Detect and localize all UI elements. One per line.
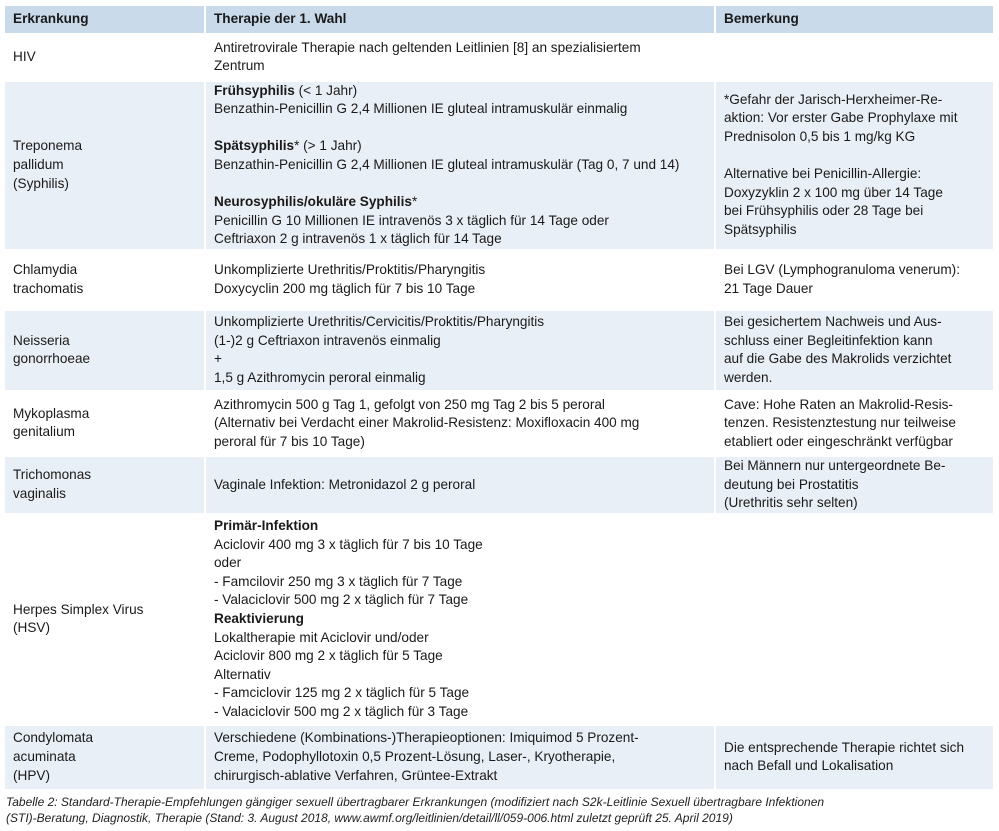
disease-line: acuminata [13,748,76,764]
therapy-line [214,57,706,76]
therapy-text: Antiretrovirale Therapie nach geltenden Leitlinien [8] an spezialisiertem [214,39,641,55]
therapy-text: - Valaciclovir 500 mg 2 x täglich für 3 Tage [214,703,469,719]
therapy-line [214,748,706,767]
remark-line: Spätsyphilis [724,222,797,238]
therapy-line [214,39,706,58]
remark-line: bei Frühsyphilis oder 28 Tage bei [724,203,924,219]
spacer [214,175,706,194]
therapy-cell [205,250,715,310]
therapy-text: Doxycyclin 200 mg täglich für 7 bis 10 Tage [214,280,476,296]
therapy-text: Zentrum [214,58,265,74]
remark-cell [715,250,993,310]
disease-line: Treponema [13,138,83,154]
remark-cell [715,310,993,391]
therapy-line [214,517,706,536]
therapy-line [214,280,706,299]
disease-line: Herpes Simplex Virus [13,601,144,617]
disease-cell [5,81,205,250]
spacer [724,147,985,166]
disease-line: (HSV) [13,620,51,636]
therapy-text: Alternativ [214,666,271,682]
remark-line: schluss einer Begleitinfektion kann [724,332,933,348]
therapy-line [214,414,706,433]
table-row [5,456,993,514]
therapy-line [214,261,706,280]
therapy-cell [205,456,715,514]
disease-line: trachomatis [13,280,84,296]
therapy-text: - Famcilovir 250 mg 3 x täglich für 7 Tage [214,573,463,589]
therapy-heading: Spätsyphilis [214,138,295,154]
therapy-text: * [411,194,418,210]
therapy-heading: Primär-Infektion [214,517,319,533]
disease-line: pallidum [13,156,64,172]
remark-line: Doxyzyklin 2 x 100 mg über 14 Tage [724,184,943,200]
therapy-text: * (> 1 Jahr) [294,138,362,154]
therapy-cell [205,391,715,456]
therapy-line [214,82,706,101]
therapy-text: + [214,351,222,367]
disease-cell [5,725,205,789]
therapy-line [214,156,706,175]
therapy-line [214,332,706,351]
therapy-text: (1-)2 g Ceftriaxon intravenös einmalig [214,332,441,348]
therapy-line [214,629,706,648]
therapy-cell [205,34,715,81]
therapy-line [214,647,706,666]
remark-line: etabliert oder eingeschränkt verfügbar [724,433,953,449]
remark-line: 21 Tage Dauer [724,280,813,296]
caption-line: (STI)-Beratung, Diagnostik, Therapie (Stand: 3. August 2018, www.awmf.org/leitlinien/detail/ll/059-006.html zuletzt geprüft 25. April 2019) [6,811,733,825]
remark-cell [715,34,993,81]
spacer [214,119,706,138]
remark-line: auf die Gabe des Makrolids verzichtet [724,351,952,367]
therapy-line [214,476,706,495]
therapy-cell [205,725,715,789]
disease-line: Chlamydia [13,262,78,278]
therapy-line [214,684,706,703]
remark-cell [715,725,993,789]
therapy-text: chirurgisch-ablative Verfahren, Grüntee-Extrakt [214,767,498,783]
remark-line: deutung bei Prostatitis [724,476,859,492]
therapy-line [214,193,706,212]
disease-line: HIV [13,48,36,64]
therapy-line [214,369,706,388]
disease-line: Condylomata [13,730,94,746]
remark-cell [715,456,993,514]
disease-cell [5,34,205,81]
therapy-line [214,313,706,332]
disease-line: (Syphilis) [13,175,69,191]
table-caption [6,794,986,826]
therapy-line [214,610,706,629]
disease-cell [5,310,205,391]
therapy-text: (Alternativ bei Verdacht einer Makrolid-Resistenz: Moxifloxacin 400 mg [214,415,640,431]
therapy-text: Benzathin-Penicillin G 2,4 Millionen IE gluteal intramuskulär einmalig [214,101,628,117]
header-therapie: Therapie der 1. Wahl [205,6,715,34]
table-row [5,310,993,391]
remark-line: nach Befall und Lokalisation [724,758,894,774]
therapy-line [214,212,706,231]
remark-line: Bei gesichertem Nachweis und Aus- [724,314,942,330]
therapy-text: Benzathin-Penicillin G 2,4 Millionen IE gluteal intramuskulär (Tag 0, 7 und 14) [214,156,680,172]
remark-line: Prednisolon 0,5 bis 1 mg/kg KG [724,129,916,145]
header-erkrankung: Erkrankung [5,6,205,34]
therapy-text: 1,5 g Azithromycin peroral einmalig [214,370,426,386]
remark-cell [715,514,993,725]
table-row [5,34,993,81]
therapy-text: Aciclovir 400 mg 3 x täglich für 7 bis 10 Tage [214,536,483,552]
therapy-cell [205,514,715,725]
remark-line: Cave: Hohe Raten an Makrolid-Resis- [724,396,953,412]
therapy-line [214,230,706,249]
therapy-cell [205,310,715,391]
therapy-text: Penicillin G 10 Millionen IE intravenös 3 x täglich für 14 Tage oder [214,212,609,228]
therapy-line [214,100,706,119]
therapy-line [214,396,706,415]
remark-cell [715,81,993,250]
disease-line: Mykoplasma [13,405,90,421]
therapy-text: - Famciclovir 125 mg 2 x täglich für 5 Tage [214,685,470,701]
therapy-text: - Valaciclovir 500 mg 2 x täglich für 7 Tage [214,592,469,608]
remark-line: Alternative bei Penicillin-Allergie: [724,166,922,182]
disease-cell [5,250,205,310]
disease-cell [5,391,205,456]
remark-line: Bei Männern nur untergeordnete Be- [724,457,946,473]
therapy-text: peroral für 7 bis 10 Tage) [214,433,365,449]
therapy-text: (< 1 Jahr) [294,82,358,98]
disease-line: (HPV) [13,767,51,783]
remark-line: tenzen. Resistenztestung nur teilweise [724,415,956,431]
therapy-text: Ceftriaxon 2 g intravenös 1 x täglich für 14 Tage [214,231,502,247]
therapy-line [214,666,706,685]
therapy-text: Azithromycin 500 g Tag 1, gefolgt von 250 mg Tag 2 bis 5 peroral [214,396,605,412]
therapy-text: oder [214,555,242,571]
therapy-text: Lokaltherapie mit Aciclovir und/oder [214,629,429,645]
disease-line: gonorrhoeae [13,351,91,367]
table-row [5,81,993,250]
therapy-line [214,554,706,573]
therapy-text: Unkomplizierte Urethritis/Cervicitis/Proktitis/Pharyngitis [214,314,545,330]
remark-line: *Gefahr der Jarisch-Herxheimer-Re- [724,91,943,107]
remark-line: Die entsprechende Therapie richtet sich [724,739,965,755]
therapy-line [214,703,706,722]
remark-line: aktion: Vor erster Gabe Prophylaxe mit [724,110,958,126]
disease-cell [5,456,205,514]
therapy-text: Aciclovir 800 mg 2 x täglich für 5 Tage [214,648,443,664]
therapy-heading: Neurosyphilis/okuläre Syphilis [214,194,412,210]
disease-line: Trichomonas [13,467,92,483]
table-body [5,34,993,789]
therapy-line [214,350,706,369]
therapy-line [214,573,706,592]
remark-line: Bei LGV (Lymphogranuloma venerum): [724,262,960,278]
therapy-text: Vaginale Infektion: Metronidazol 2 g peroral [214,476,476,492]
disease-cell [5,514,205,725]
table-row [5,250,993,310]
table-row [5,514,993,725]
therapy-text: Creme, Podophyllotoxin 0,5 Prozent-Lösung, Laser-, Kryotherapie, [214,748,616,764]
therapy-line [214,767,706,786]
table-row [5,725,993,789]
therapy-line [214,433,706,452]
therapy-line [214,591,706,610]
therapy-table [5,6,993,789]
therapy-heading: Frühsyphilis [214,82,295,98]
therapy-line [214,729,706,748]
disease-line: Neisseria [13,332,70,348]
therapy-text: Unkomplizierte Urethritis/Proktitis/Pharyngitis [214,262,486,278]
remark-line: werden. [724,370,773,386]
remark-line: (Urethritis sehr selten) [724,495,858,511]
therapy-text: Verschiedene (Kombinations-)Therapieoptionen: Imiquimod 5 Prozent- [214,730,639,746]
therapy-line [214,137,706,156]
table-row [5,391,993,456]
table-header-row [5,6,993,34]
disease-line: genitalium [13,424,75,440]
therapy-line [214,536,706,555]
remark-cell [715,391,993,456]
therapy-cell [205,81,715,250]
disease-line: vaginalis [13,485,66,501]
therapy-heading: Reaktivierung [214,610,304,626]
caption-line: Tabelle 2: Standard-Therapie-Empfehlungen gängiger sexuell übertragbarer Erkrankungen (modifiziert nach S2k-Leitlinie Sexuell übertragbare Infektionen [6,795,825,809]
header-bemerkung: Bemerkung [715,6,993,34]
